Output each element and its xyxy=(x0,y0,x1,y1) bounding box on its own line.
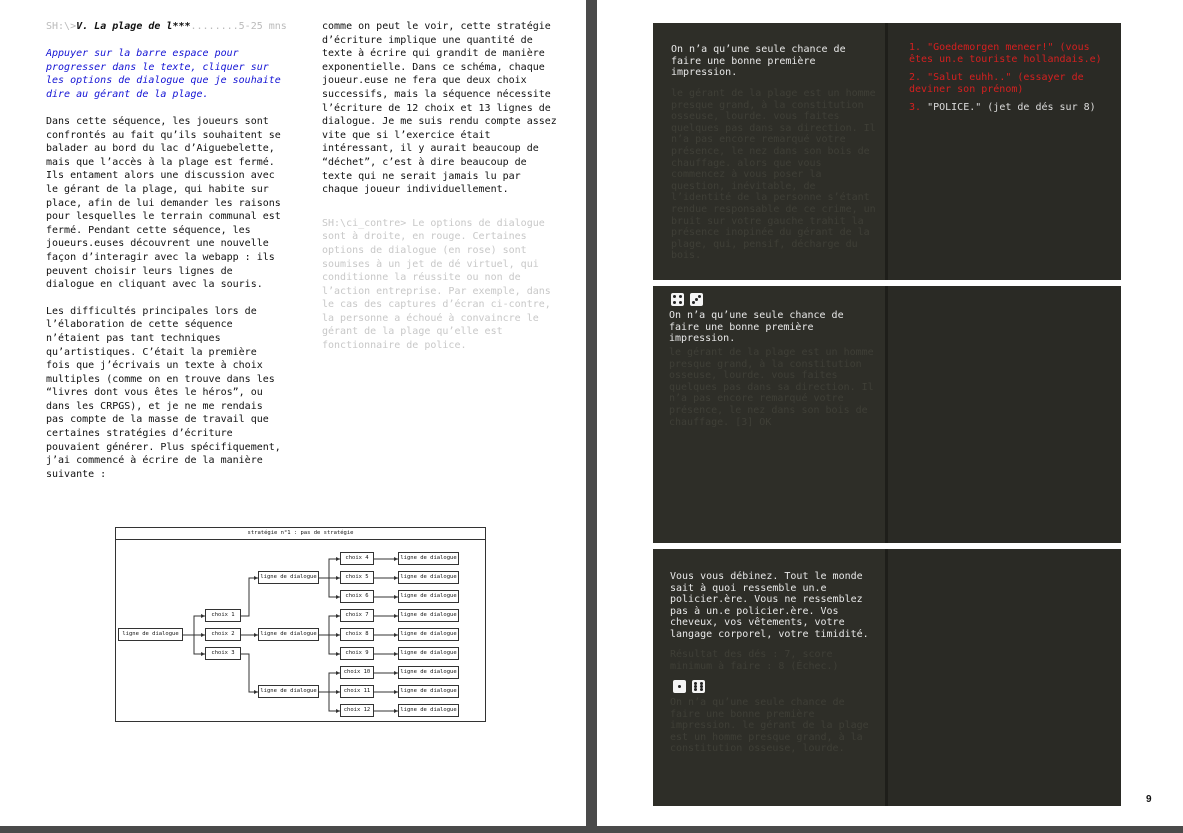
page-number: 9 xyxy=(1146,794,1152,805)
section-heading xyxy=(46,20,287,34)
paragraph-3: comme on peut le voir, cette stratégie d’écriture implique une quantité de texte à écrire qui grandit de manière exponentielle. Dans ce schéma, chaque joueur.euse ne fera que deux choix successifs, mais la séquence nécessite l’écriture de 12 choix et 13 lignes de dialogue. Je me suis rendu compte assez vite que si l’exercice était intéressant, il y aurait beaucoup de “déchet”, c’est à dire beaucoup de texte qui ne serait jamais lu par chaque joueur individuellement. xyxy=(322,21,557,196)
node-mid: ligne de dialogue xyxy=(258,628,319,641)
die-icon xyxy=(690,293,703,306)
panel-right-half xyxy=(888,286,1121,543)
option-number: 2. xyxy=(909,72,922,84)
node-mid: ligne de dialogue xyxy=(258,571,319,584)
node-leaf: ligne de dialogue xyxy=(398,552,459,565)
option-text: "Salut euhh.." (essayer de deviner son prénom) xyxy=(909,72,1084,95)
node-leaf: ligne de dialogue xyxy=(398,685,459,698)
left-page xyxy=(0,0,586,826)
node-leaf: ligne de dialogue xyxy=(398,704,459,717)
panel-3-faded-text: On n’a qu’une seule chance de faire une bonne première impression. le gérant de la plage est un homme presque grand, à la constitution osseuse, lourde. xyxy=(670,697,869,755)
panel-divider xyxy=(885,549,888,806)
node-leaf: ligne de dialogue xyxy=(398,571,459,584)
strategy-diagram xyxy=(115,527,486,722)
dice-pair xyxy=(673,678,711,697)
node-leaf: ligne de dialogue xyxy=(398,666,459,679)
node-leaf: ligne de dialogue xyxy=(398,628,459,641)
node-sub: choix 8 xyxy=(340,628,374,641)
node-leaf: ligne de dialogue xyxy=(398,647,459,660)
node-sub: choix 5 xyxy=(340,571,374,584)
column-2 xyxy=(322,20,562,373)
node-choice: choix 1 xyxy=(205,609,241,622)
dialogue-option-2[interactable] xyxy=(909,72,1109,95)
option-text: "Goedemorgen meneer!" (vous êtes un.e touriste hollandais.e) xyxy=(909,42,1102,65)
panel-2-faded-text: le gérant de la plage est un homme presque grand, à la constitution osseuse, lourde. vous faites quelques pas dans sa direction. Il n’a pas encore remarqué votre présence, le nez dans son bois de chauffage. [3] OK xyxy=(669,347,874,428)
node-sub: choix 6 xyxy=(340,590,374,603)
node-sub: choix 12 xyxy=(340,704,374,717)
option-text: "POLICE." (jet de dés sur 8) xyxy=(927,102,1096,114)
panel-divider xyxy=(885,286,888,543)
heading-prompt: SH:\> xyxy=(46,21,77,32)
screenshot-panel-3 xyxy=(653,549,1121,806)
screenshot-panel-1 xyxy=(653,23,1121,280)
dice-pair xyxy=(671,291,709,310)
die-icon xyxy=(671,293,684,306)
node-choice: choix 2 xyxy=(205,628,241,641)
panel-2-text: On n’a qu’une seule chance de faire une bonne première impression. xyxy=(669,310,844,345)
panel-1-faded-text: le gérant de la plage est un homme presque grand, à la constitution osseuse, lourde. vous faites quelques pas dans sa direction. Il n’a pas encore remarqué votre présence, le nez dans son bois de chauffage. alors que vous commencez à vous poser la question, inévitable, de l’identité de la personne s’étant rendue responsable de ce crime, un bruit sur votre gauche trahit la présence inopinée du gérant de la plage, qui, pensif, décharge du bois. xyxy=(671,88,876,262)
node-leaf: ligne de dialogue xyxy=(398,590,459,603)
panel-3-dice-result: Résultat des dés : 7, score minimum à faire : 8 (Échec.) xyxy=(670,649,839,672)
node-mid: ligne de dialogue xyxy=(258,685,319,698)
diagram-title: stratégie n°1 : pas de stratégie xyxy=(116,528,485,540)
option-number: 3. xyxy=(909,102,922,114)
node-sub: choix 9 xyxy=(340,647,374,660)
paragraph-faded-note: SH:\ci_contre> Le options de dialogue sont à droite, en rouge. Certaines options de dialogue (en rose) sont soumises à un jet de dé virtuel, qui conditionne la réussite ou non de l’action entreprise. Par exemple, dans le cas des captures d’écran ci-contre, la personne a échoué à convaincre le gérant de la plage qu’elle est fonctionnaire de police. xyxy=(322,217,551,352)
heading-title: V. La plage de l*** xyxy=(76,21,191,32)
panel-3-text: Vous vous débinez. Tout le monde sait à quoi ressemble un.e policier.ère. Vous ne ressemblez pas à un.e policier.ère. Vos cheveux, vos vêtements, votre langage corporel, votre timidité. xyxy=(670,571,869,640)
panel-divider xyxy=(885,23,888,280)
heading-duration: ........5-25 mns xyxy=(190,21,287,32)
panel-right-half xyxy=(888,549,1121,806)
die-icon xyxy=(673,680,686,693)
node-choice: choix 3 xyxy=(205,647,241,660)
node-sub: choix 10 xyxy=(340,666,374,679)
node-sub: choix 11 xyxy=(340,685,374,698)
option-number: 1. xyxy=(909,42,922,53)
die-icon xyxy=(692,680,705,693)
paragraph-1: Dans cette séquence, les joueurs sont confrontés au fait qu’ils souhaitent se balader au bord du lac d’Aiguebelette, mais que l’accès à la plage est fermé. Ils entament alors une discussion avec le gérant de la plage, qui habite sur place, afin de lui demander les raisons pour lesquelles le terrain communal est fermé. Pendant cette séquence, les joueurs.euses découvrent une nouvelle façon d’interagir avec la webapp : ils peuvent choisir leurs lignes de dialogue en cliquant avec la souris. xyxy=(46,116,281,291)
panel-1-text: On n’a qu’une seule chance de faire une bonne première impression. xyxy=(671,44,846,79)
node-sub: choix 4 xyxy=(340,552,374,565)
paragraph-2: Les difficultés principales lors de l’élaboration de cette séquence n’étaient pas tant techniques qu’artistiques. C’était la première fois que j’écrivais un texte à choix multiples (comme on en trouve dans les “livres dont vous êtes le héros”, ou dans les CRPGS), et je ne me rendais pas compte de la masse de travail que certaines stratégies d’écriture pouvaient générer. Plus spécifiquement, j’ai commencé à écrire de la manière suivante : xyxy=(46,305,281,480)
dialogue-options xyxy=(909,42,1109,121)
intro-instructions: Appuyer sur la barre espace pour progresser dans le texte, cliquer sur les options de dialogue que je souhaite dire au gérant de la plage. xyxy=(46,48,281,100)
node-root: ligne de dialogue xyxy=(118,628,183,641)
node-sub: choix 7 xyxy=(340,609,374,622)
screenshot-panel-2 xyxy=(653,286,1121,543)
dialogue-option-3[interactable] xyxy=(909,102,1109,114)
column-1 xyxy=(46,115,286,494)
node-leaf: ligne de dialogue xyxy=(398,609,459,622)
dialogue-option-1[interactable] xyxy=(909,42,1109,65)
